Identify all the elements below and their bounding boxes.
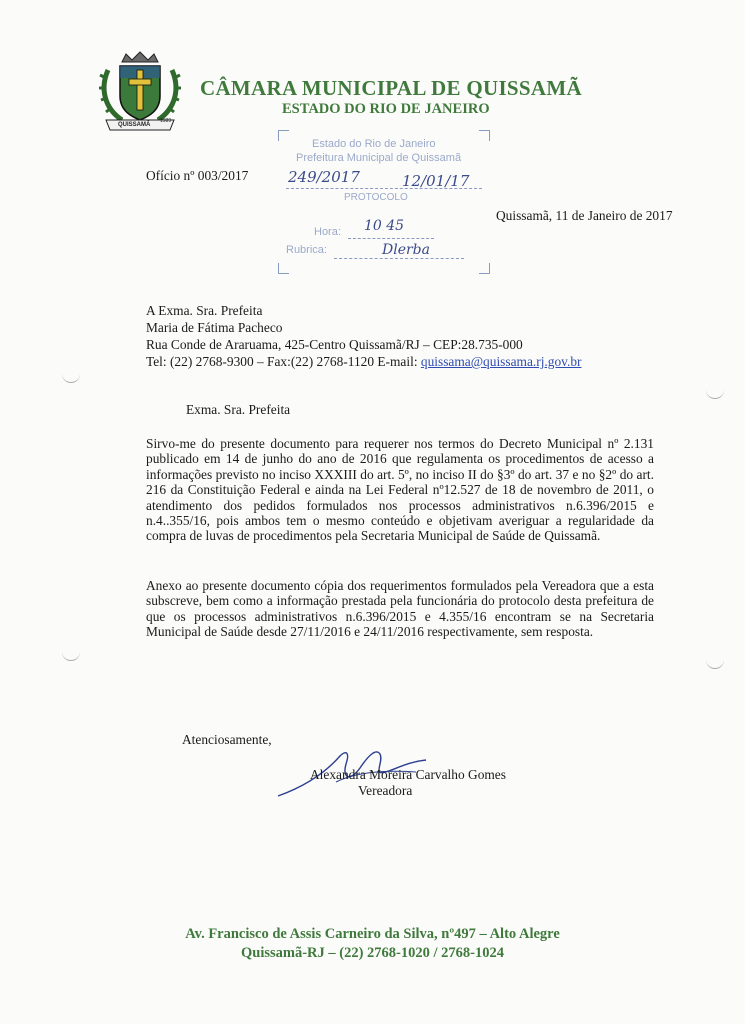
body-paragraph-2: Anexo ao presente documento cópia dos requerimentos formulados pela Vereadora que a esta subscreve, bem como a informação prestada pela funcionária do protocolo desta prefeitura de que os processos administrativos n.6.396/2015 e 4.355/16 encontram se na Secretaria Municipal de Saúde desde 27/11/2016 e 24/11/2016 respectivamente, sem resposta. <box>146 578 654 640</box>
body-paragraph-1: Sirvo-me do presente documento para requerer nos termos do Decreto Municipal nº 2.131 publicado em 14 de junho do ano de 2016 que regulamenta os procedimentos de acesso a informações previsto no inciso XXXIII do art. 5º, no inciso II do §3º do art. 37 e no §2º do art. 216 da Constituição Federal e ainda na Lei Federal nº12.527 de 18 de novembro de 2011, o atendimento dos pedidos formulados nos processos administrativos n.6.396/2015 e n.4..355/16, pois ambos tem o mesmo conteúdo e objetivam averiguar a regularidade da compra de luvas de procedimentos pela Secretaria Municipal de Saúde de Quissamã. <box>146 436 654 544</box>
letter-reference: Ofício nº 003/2017 <box>146 168 249 183</box>
place-date: Quissamã, 11 de Janeiro de 2017 <box>496 208 673 223</box>
stamp-hour-value: 10 45 <box>364 218 405 234</box>
crest-year: 1989 <box>160 118 172 124</box>
recipient-name: Maria de Fátima Pacheco <box>146 320 283 335</box>
recipient-contact <box>146 353 582 370</box>
punch-hole-mark <box>62 652 80 661</box>
signer-role: Vereadora <box>358 783 413 798</box>
org-subtitle: ESTADO DO RIO DE JANEIRO <box>282 101 490 117</box>
stamp-prefecture-line: Prefeitura Municipal de Quissamã <box>296 152 462 164</box>
recipient-block <box>146 302 582 370</box>
salutation: Exma. Sra. Prefeita <box>186 402 291 417</box>
stamp-protocol-date: 12/01/17 <box>402 172 470 190</box>
closing: Atenciosamente, <box>182 732 272 747</box>
punch-hole-mark <box>706 390 724 399</box>
signer-name: Alexandra Moreira Carvalho Gomes <box>310 767 506 782</box>
protocol-stamp <box>278 130 490 274</box>
footer-address: Av. Francisco de Assis Carneiro da Silva, nº497 – Alto Alegre <box>185 926 560 942</box>
stamp-protocol-number: 249/2017 <box>288 168 360 186</box>
stamp-rubric-label: Rubrica: <box>286 244 327 256</box>
crest-banner-text: QUISSAMÃ <box>118 122 151 128</box>
stamp-state-line: Estado do Rio de Janeiro <box>312 138 436 150</box>
footer-phone: Quissamã-RJ – (22) 2768-1020 / 2768-1024 <box>240 945 504 961</box>
stamp-rubric-value: Dlerba <box>382 242 430 258</box>
recipient-title: A Exma. Sra. Prefeita <box>146 303 263 318</box>
punch-hole-mark <box>62 374 80 383</box>
recipient-email-link[interactable]: quissama@quissama.rj.gov.br <box>420 354 582 369</box>
punch-hole-mark <box>706 660 724 669</box>
recipient-phone-fax: Tel: (22) 2768-9300 – Fax:(22) 2768-1120 E-mail: <box>146 354 421 369</box>
stamp-protocol-label: PROTOCOLO <box>344 192 408 203</box>
stamp-hour-label: Hora: <box>314 226 341 238</box>
recipient-address: Rua Conde de Araruama, 425-Centro Quissamã/RJ – CEP:28.735-000 <box>146 337 523 352</box>
org-title: CÂMARA MUNICIPAL DE QUISSAMÃ <box>200 76 582 100</box>
